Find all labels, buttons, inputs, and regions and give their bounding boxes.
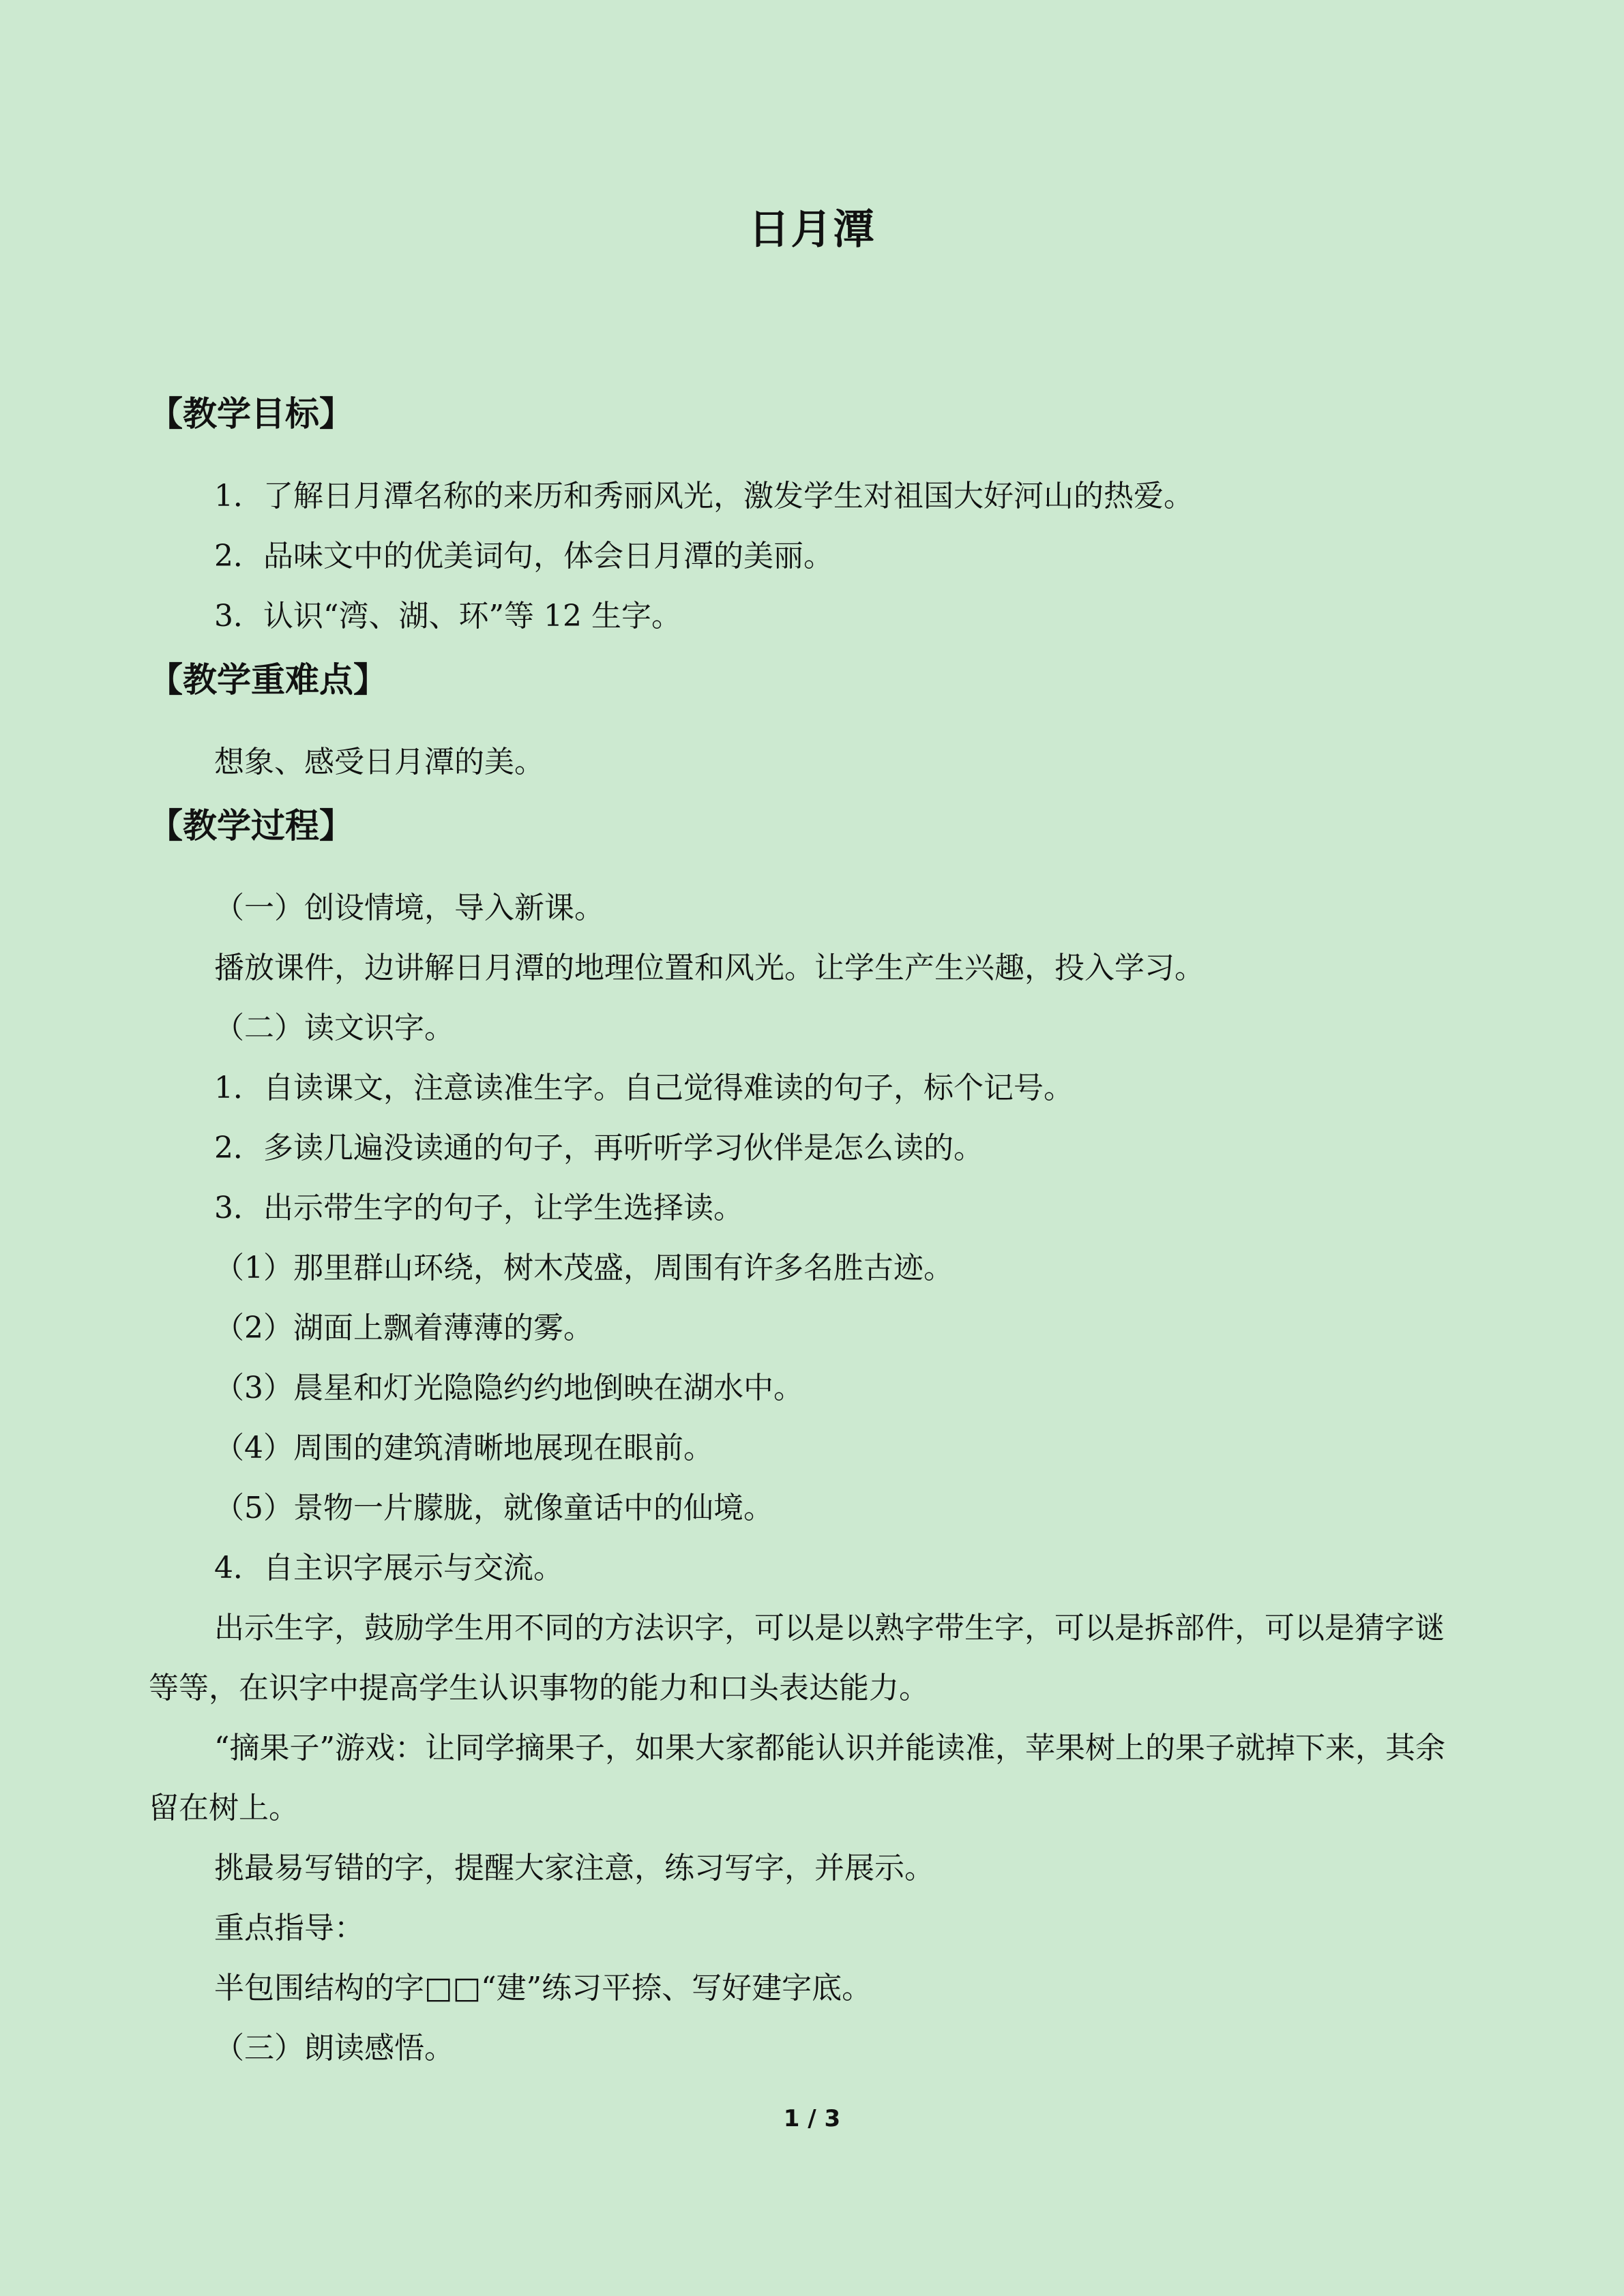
process-line: 4．自主识字展示与交流。 [214,1551,563,1585]
document-title: 日月潭 [748,206,876,254]
process-line: （4）周围的建筑清晰地展现在眼前。 [214,1431,713,1465]
page-number: 1 / 3 [783,2105,841,2132]
goal-item: 2．品味文中的优美词句，体会日月潭的美丽。 [214,539,833,573]
process-line: （三）朗读感悟。 [214,2031,454,2066]
process-paragraph: “摘果子”游戏：让同学摘果子，如果大家都能认识并能读准，苹果树上的果子就掉下来，其余留在树上。 [149,1731,1445,1825]
heading-teaching-goals: 【教学目标】 [149,394,353,434]
process-line: 重点指导： [214,1911,364,1945]
process-line: 3．出示带生字的句子，让学生选择读。 [214,1191,743,1225]
process-line: 半包围结构的字□□“建”练习平捺、写好建字底。 [214,1971,872,2006]
process-line: （2）湖面上飘着薄薄的雾。 [214,1311,593,1345]
goal-item: 1．了解日月潭名称的来历和秀丽风光，激发学生对祖国大好河山的热爱。 [214,479,1194,513]
process-line: 挑最易写错的字，提醒大家注意，练习写字，并展示。 [214,1851,934,1885]
process-line: （二）读文识字。 [214,1011,454,1045]
process-line: （5）景物一片朦胧，就像童话中的仙境。 [214,1491,773,1525]
process-line: （3）晨星和灯光隐隐约约地倒映在湖水中。 [214,1371,803,1405]
heading-teaching-process: 【教学过程】 [149,806,353,846]
heading-key-points: 【教学重难点】 [149,660,387,700]
process-line: 2．多读几遍没读通的句子，再听听学习伙伴是怎么读的。 [214,1131,984,1165]
process-line: 播放课件，边讲解日月潭的地理位置和风光。让学生产生兴趣，投入学习。 [214,951,1205,985]
key-points-text: 想象、感受日月潭的美。 [214,745,544,779]
process-line: （一）创设情境，导入新课。 [214,891,604,925]
goal-item: 3．认识“湾、湖、环”等 12 生字。 [214,599,681,633]
process-line: 1．自读课文，注意读准生字。自己觉得难读的句子，标个记号。 [214,1071,1074,1105]
process-paragraph: 出示生字，鼓励学生用不同的方法识字，可以是以熟字带生字，可以是拆部件，可以是猜字谜等等，在识字中提高学生认识事物的能力和口头表达能力。 [149,1611,1445,1705]
process-line: （1）那里群山环绕，树木茂盛，周围有许多名胜古迹。 [214,1251,954,1285]
